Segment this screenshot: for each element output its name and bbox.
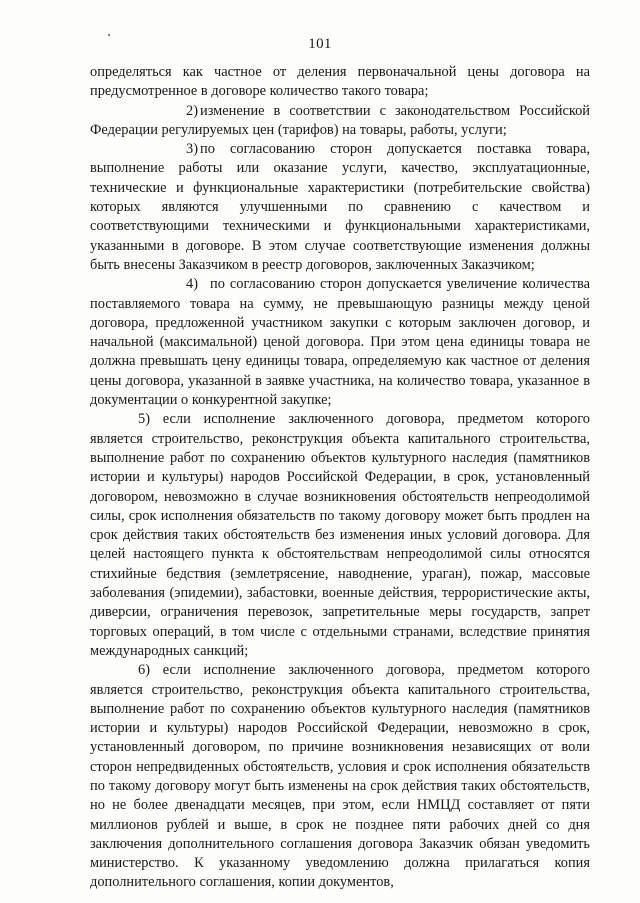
list-item-6: 6) если исполнение заключенного договора, предметом которого является строительство, реконструкция объекта капитального строительства, выполнение работ по сохранению объектов культурного наследия (памятников истории и культуры) народов Российской Федерации, невозможно в срок, установленный договором, по причине возникновения независящих от воли сторон непредвиденных обстоятельств, условия и срок исполнения обязательств по такому договору могут быть изменены на срок действия таких обстоятельств, но не более двенадцати месяцев, при этом, если НМЦД составляет от пяти миллионов рублей и выше, в срок не позднее пяти рабочих дней со дня заключения дополнительного соглашения договора Заказчик обязан уведомить министерство. К указанному уведомлению должна прилагаться копия дополнительного соглашения, копии документов,: [90, 662, 590, 891]
list-item-2: [90, 102, 590, 141]
list-item-number: 2): [186, 102, 198, 119]
list-item-text: по согласованию сторон допускается увеличение количества поставляемого товара на сумму, не превышающую разницы между ценой договора, предложенной участником закупки с которым заключен договор, и начальной (максимальной) ценой договора. При этом цена единицы товара не должна превышать цену единицы товара, определяемую как частное от деления цены договора, указанной в заявке участника, на количество товара, указанное в документации о конкурентной закупке;: [90, 276, 590, 409]
list-item-text: по согласованию сторон допускается поставка товара, выполнение работы или оказание услуги, качество, эксплуатационные, технические и функциональные характеристики (потребительские свойства) которых являются улучшенными по сравнению с качеством и соответствующими техническими и функциональными характеристиками, указанными в договоре. В этом случае соответствующие изменения должны быть внесены Заказчиком в реестр договоров, заключенных Заказчиком;: [90, 141, 590, 273]
list-item-4: [90, 275, 590, 410]
list-item-3: [90, 140, 590, 275]
list-item-number: 4): [186, 276, 198, 293]
list-item-number: 3): [186, 141, 198, 158]
list-item-5: 5) если исполнение заключенного договора, предметом которого является строительство, реконструкция объекта капитального строительства, выполнение работ по сохранению объектов культурного наследия (памятников истории и культуры) народов Российской Федерации, в срок, установленный договором, невозможно в случае возникновения обстоятельств непреодолимой силы, срок исполнения обязательств по такому договору может быть продлен на срок действия таких обстоятельств без изменения иных условий договора. Для целей настоящего пункта к обстоятельствам непреодолимой силы относятся стихийные бедствия (землетрясение, наводнение, ураган), пожар, массовые заболевания (эпидемии), забастовки, военные действия, террористические акты, диверсии, ограничения перевозок, запретительные меры государств, запрет торговых операций, в том числе с отдельными странами, вследствие принятия международных санкций;: [90, 411, 590, 659]
document-body: [90, 63, 590, 893]
list-item-text: изменение в соответствии с законодательством Российской Федерации регулируемых цен (тарифов) на товары, работы, услуги;: [90, 102, 590, 138]
paragraph-continuation: определяться как частное от деления первоначальной цены договора на предусмотренное в договоре количество такого товара;: [90, 64, 590, 100]
page-number: 101: [308, 36, 332, 52]
